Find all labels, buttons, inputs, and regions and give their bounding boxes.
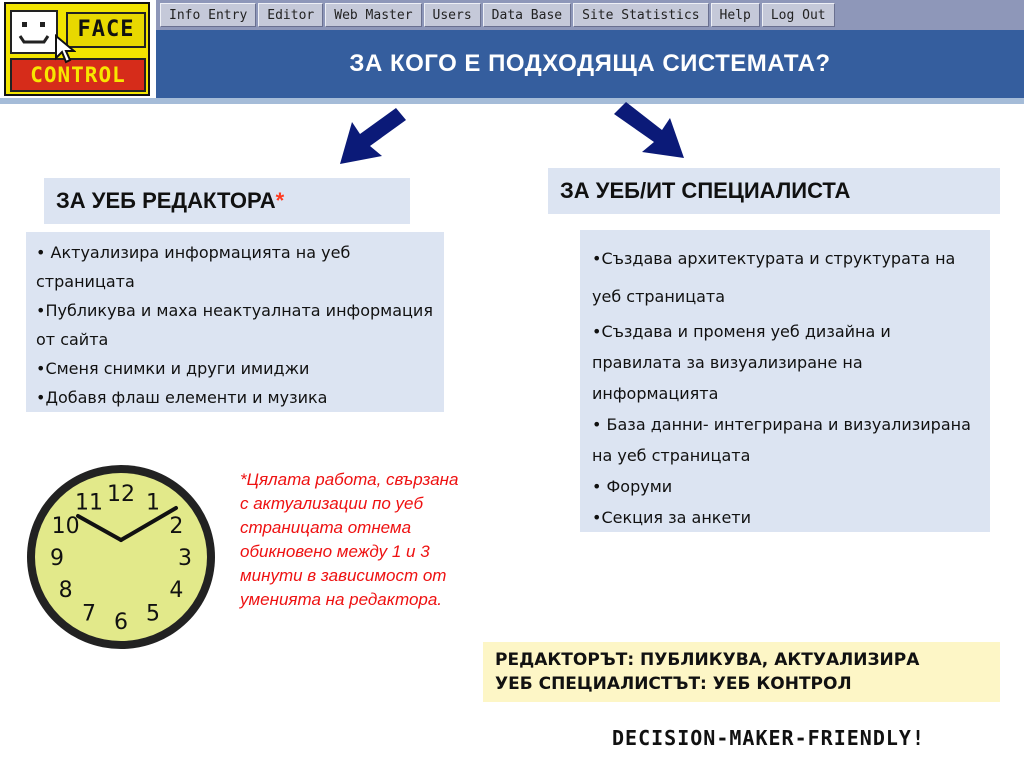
- clock-numeral: 8: [58, 578, 73, 603]
- clock-numeral: 12: [107, 482, 135, 507]
- list-item: • База данни- интегрирана и визуализирана на уеб страницата: [592, 415, 971, 465]
- editor-title: ЗА УЕБ РЕДАКТОРА: [56, 188, 276, 213]
- list-item: •Секция за анкети: [592, 508, 752, 527]
- nav-web-master[interactable]: Web Master: [325, 3, 421, 27]
- cursor-icon: [54, 34, 76, 64]
- nav-site-statistics[interactable]: Site Statistics: [573, 3, 708, 27]
- nav-users[interactable]: Users: [424, 3, 481, 27]
- clock-icon: [24, 462, 218, 652]
- list-item: •Публикува и маха неактуалната информация от сайта: [36, 301, 433, 349]
- summary-box: [483, 642, 1000, 702]
- clock-numeral: 1: [146, 490, 160, 516]
- header-divider: [0, 98, 1024, 104]
- nav-data-base[interactable]: Data Base: [483, 3, 571, 27]
- clock-numeral: 2: [169, 514, 184, 539]
- footnote-star: *: [275, 188, 285, 213]
- clock-numeral: 11: [75, 490, 103, 516]
- nav-info-entry[interactable]: Info Entry: [160, 3, 256, 27]
- list-item: •Добавя флаш елементи и музика: [36, 388, 328, 407]
- summary-line-editor: РЕДАКТОРЪТ: ПУБЛИКУВА, АКТУАЛИЗИРА: [495, 650, 920, 670]
- nav-editor[interactable]: Editor: [258, 3, 323, 27]
- clock-numeral: 4: [169, 578, 184, 603]
- clock-numeral: 3: [178, 546, 192, 571]
- tagline: DECISION-MAKER-FRIENDLY!: [612, 726, 925, 750]
- editor-title-box: [44, 178, 410, 224]
- top-nav: [156, 0, 1024, 30]
- list-item: •Създава и променя уеб дизайна и правилата за визуализиране на информацията: [592, 322, 891, 403]
- arrow-down-right-icon: [610, 100, 694, 166]
- logo-control-text: CONTROL: [10, 58, 146, 92]
- nav-log-out[interactable]: Log Out: [762, 3, 835, 27]
- specialist-title-box: [548, 168, 1000, 214]
- face-control-logo[interactable]: [4, 2, 150, 96]
- clock-numeral: 9: [50, 546, 64, 571]
- list-item: •Създава архитектурата и структурата на уеб страницата: [592, 249, 956, 306]
- smiley-icon: [10, 10, 58, 54]
- clock-numeral: 7: [82, 601, 96, 627]
- footnote-text: *Цялата работа, свързана с актуализации по уеб страницата отнема обикновено между 1 и 3 минути в зависимост от уменията на редактора.: [240, 470, 459, 609]
- clock-numeral: 6: [114, 610, 128, 635]
- clock-numeral: 10: [51, 514, 80, 539]
- logo-face-text: FACE: [66, 12, 146, 48]
- arrow-down-left-icon: [330, 106, 410, 170]
- nav-help[interactable]: Help: [711, 3, 760, 27]
- clock-numeral: 5: [146, 601, 160, 627]
- summary-line-specialist: УЕБ СПЕЦИАЛИСТЪТ: УЕБ КОНТРОЛ: [495, 674, 852, 694]
- list-item: •Сменя снимки и други имиджи: [36, 359, 310, 378]
- list-item: • Актуализира информацията на уеб страницата: [36, 243, 351, 291]
- specialist-title: ЗА УЕБ/ИТ СПЕЦИАЛИСТА: [560, 178, 851, 203]
- specialist-tasks-list: [580, 230, 990, 532]
- page-title: ЗА КОГО Е ПОДХОДЯЩА СИСТЕМАТА?: [349, 50, 831, 77]
- editor-tasks-list: [26, 232, 444, 412]
- list-item: • Форуми: [592, 477, 673, 496]
- header-banner: [156, 30, 1024, 98]
